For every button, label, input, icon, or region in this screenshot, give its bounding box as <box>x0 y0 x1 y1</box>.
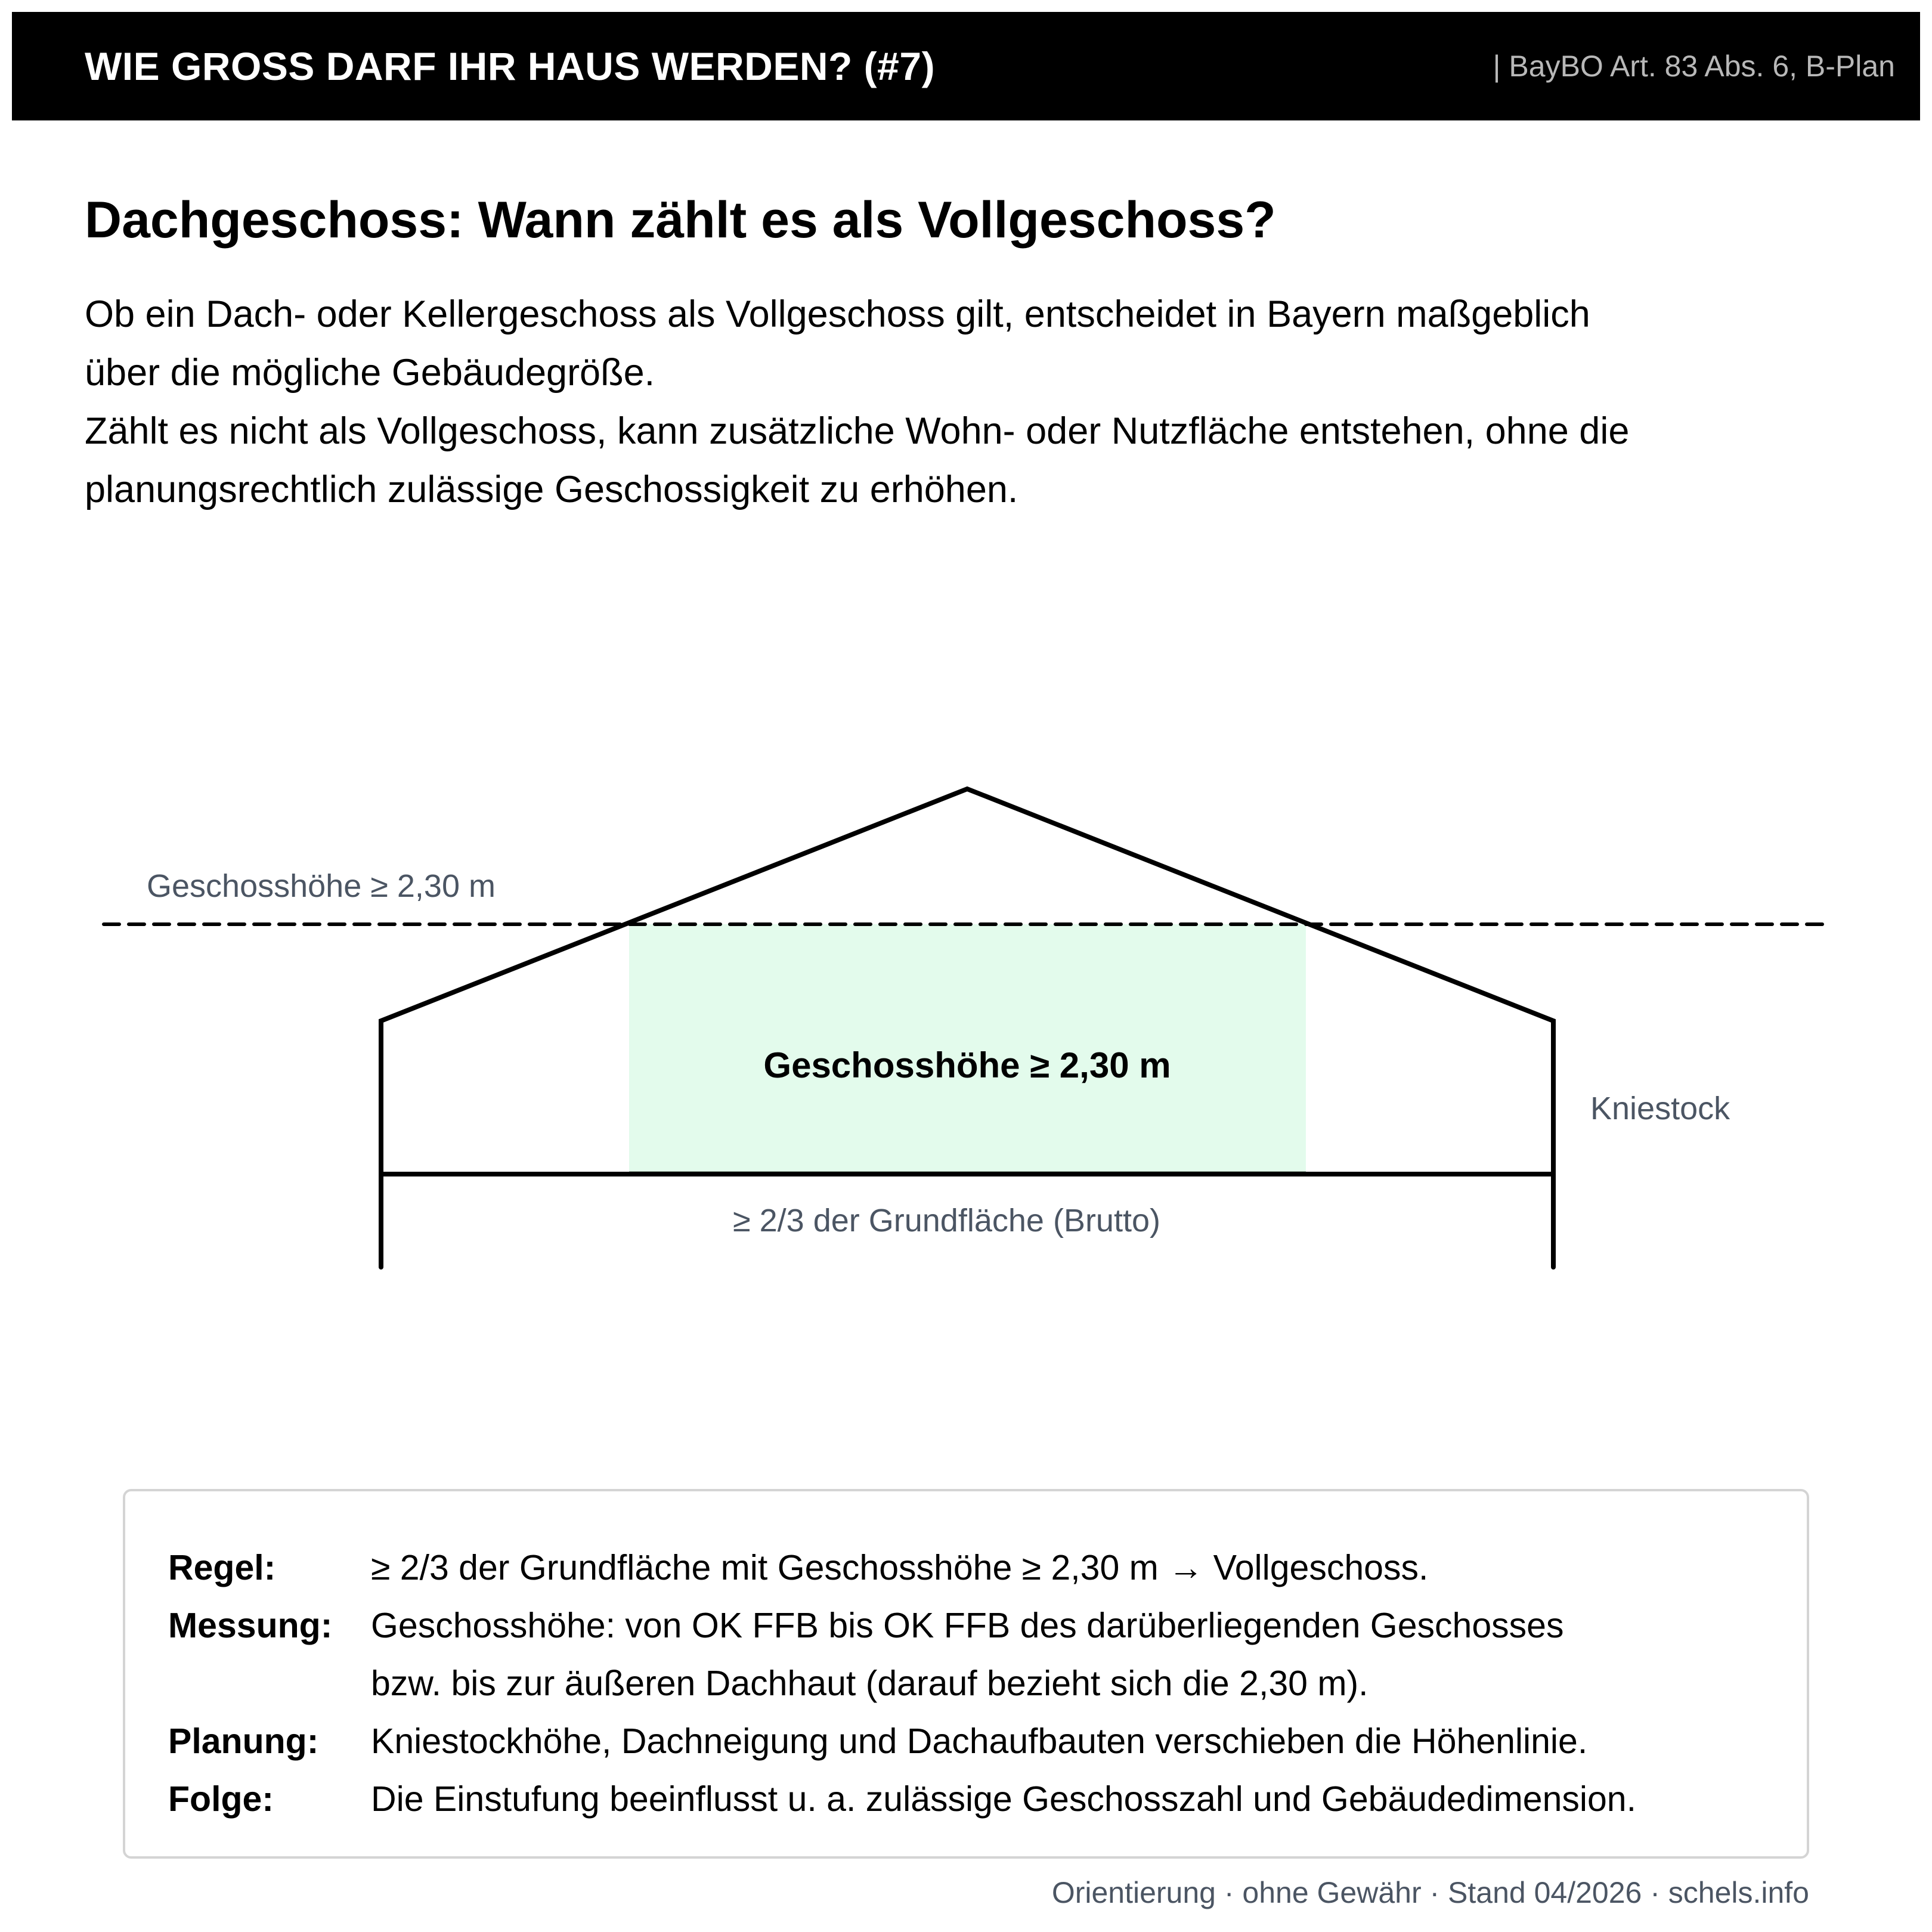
intro-line: planungsrechtlich zulässige Geschossigkeit zu erhöhen. <box>85 469 1018 510</box>
zone-label: Geschosshöhe ≥ 2,30 m <box>763 1045 1171 1085</box>
rule-row-regel <box>168 1539 1807 1597</box>
series-title: WIE GROSS DARF IHR HAUS WERDEN? (#7) <box>85 44 936 88</box>
rule-label: Planung: <box>168 1722 319 1761</box>
height-line-label: Geschosshöhe ≥ 2,30 m <box>147 868 496 904</box>
rule-text: Die Einstufung beeinflusst u. a. zulässige Geschosszahl und Gebäudedimension. <box>371 1779 1637 1819</box>
attic-section-diagram <box>0 716 1932 1312</box>
rules-box <box>123 1489 1809 1859</box>
intro-line: über die mögliche Gebäudegröße. <box>85 352 655 394</box>
rule-text: ≥ 2/3 der Grundfläche mit Geschosshöhe ≥ 2,30 m → Vollgeschoss. <box>371 1548 1429 1587</box>
kneewall-label: Kniestock <box>1590 1091 1730 1126</box>
intro-line: Zählt es nicht als Vollgeschoss, kann zusätzliche Wohn- oder Nutzfläche entstehen, ohne die <box>85 410 1630 452</box>
floor-area-label: ≥ 2/3 der Grundfläche (Brutto) <box>733 1203 1160 1239</box>
intro-line: Ob ein Dach- oder Kellergeschoss als Vollgeschoss gilt, entscheidet in Bayern maßgeblich <box>85 293 1590 335</box>
rule-label: Folge: <box>168 1779 274 1819</box>
rule-row-folge <box>168 1770 1807 1828</box>
footer-note: Orientierung · ohne Gewähr · Stand 04/2026 · schels.info <box>1051 1876 1809 1909</box>
rule-row-planung <box>168 1713 1807 1770</box>
intro-text <box>85 285 1850 519</box>
rule-row-messung <box>168 1597 1807 1713</box>
rule-text: Geschosshöhe: von OK FFB bis OK FFB des darüberliegenden Geschosses <box>371 1606 1564 1645</box>
rule-text: bzw. bis zur äußeren Dachhaut (darauf bezieht sich die 2,30 m). <box>371 1664 1368 1703</box>
rule-text: Kniestockhöhe, Dachneigung und Dachaufbauten verschieben die Höhenlinie. <box>371 1722 1588 1761</box>
legal-reference: | BayBO Art. 83 Abs. 6, B-Plan <box>1493 49 1895 83</box>
rule-label: Messung: <box>168 1606 333 1645</box>
rule-label: Regel: <box>168 1548 276 1587</box>
page-title: Dachgeschoss: Wann zählt es als Vollgeschoss? <box>85 191 1276 249</box>
header-bar <box>12 12 1920 120</box>
